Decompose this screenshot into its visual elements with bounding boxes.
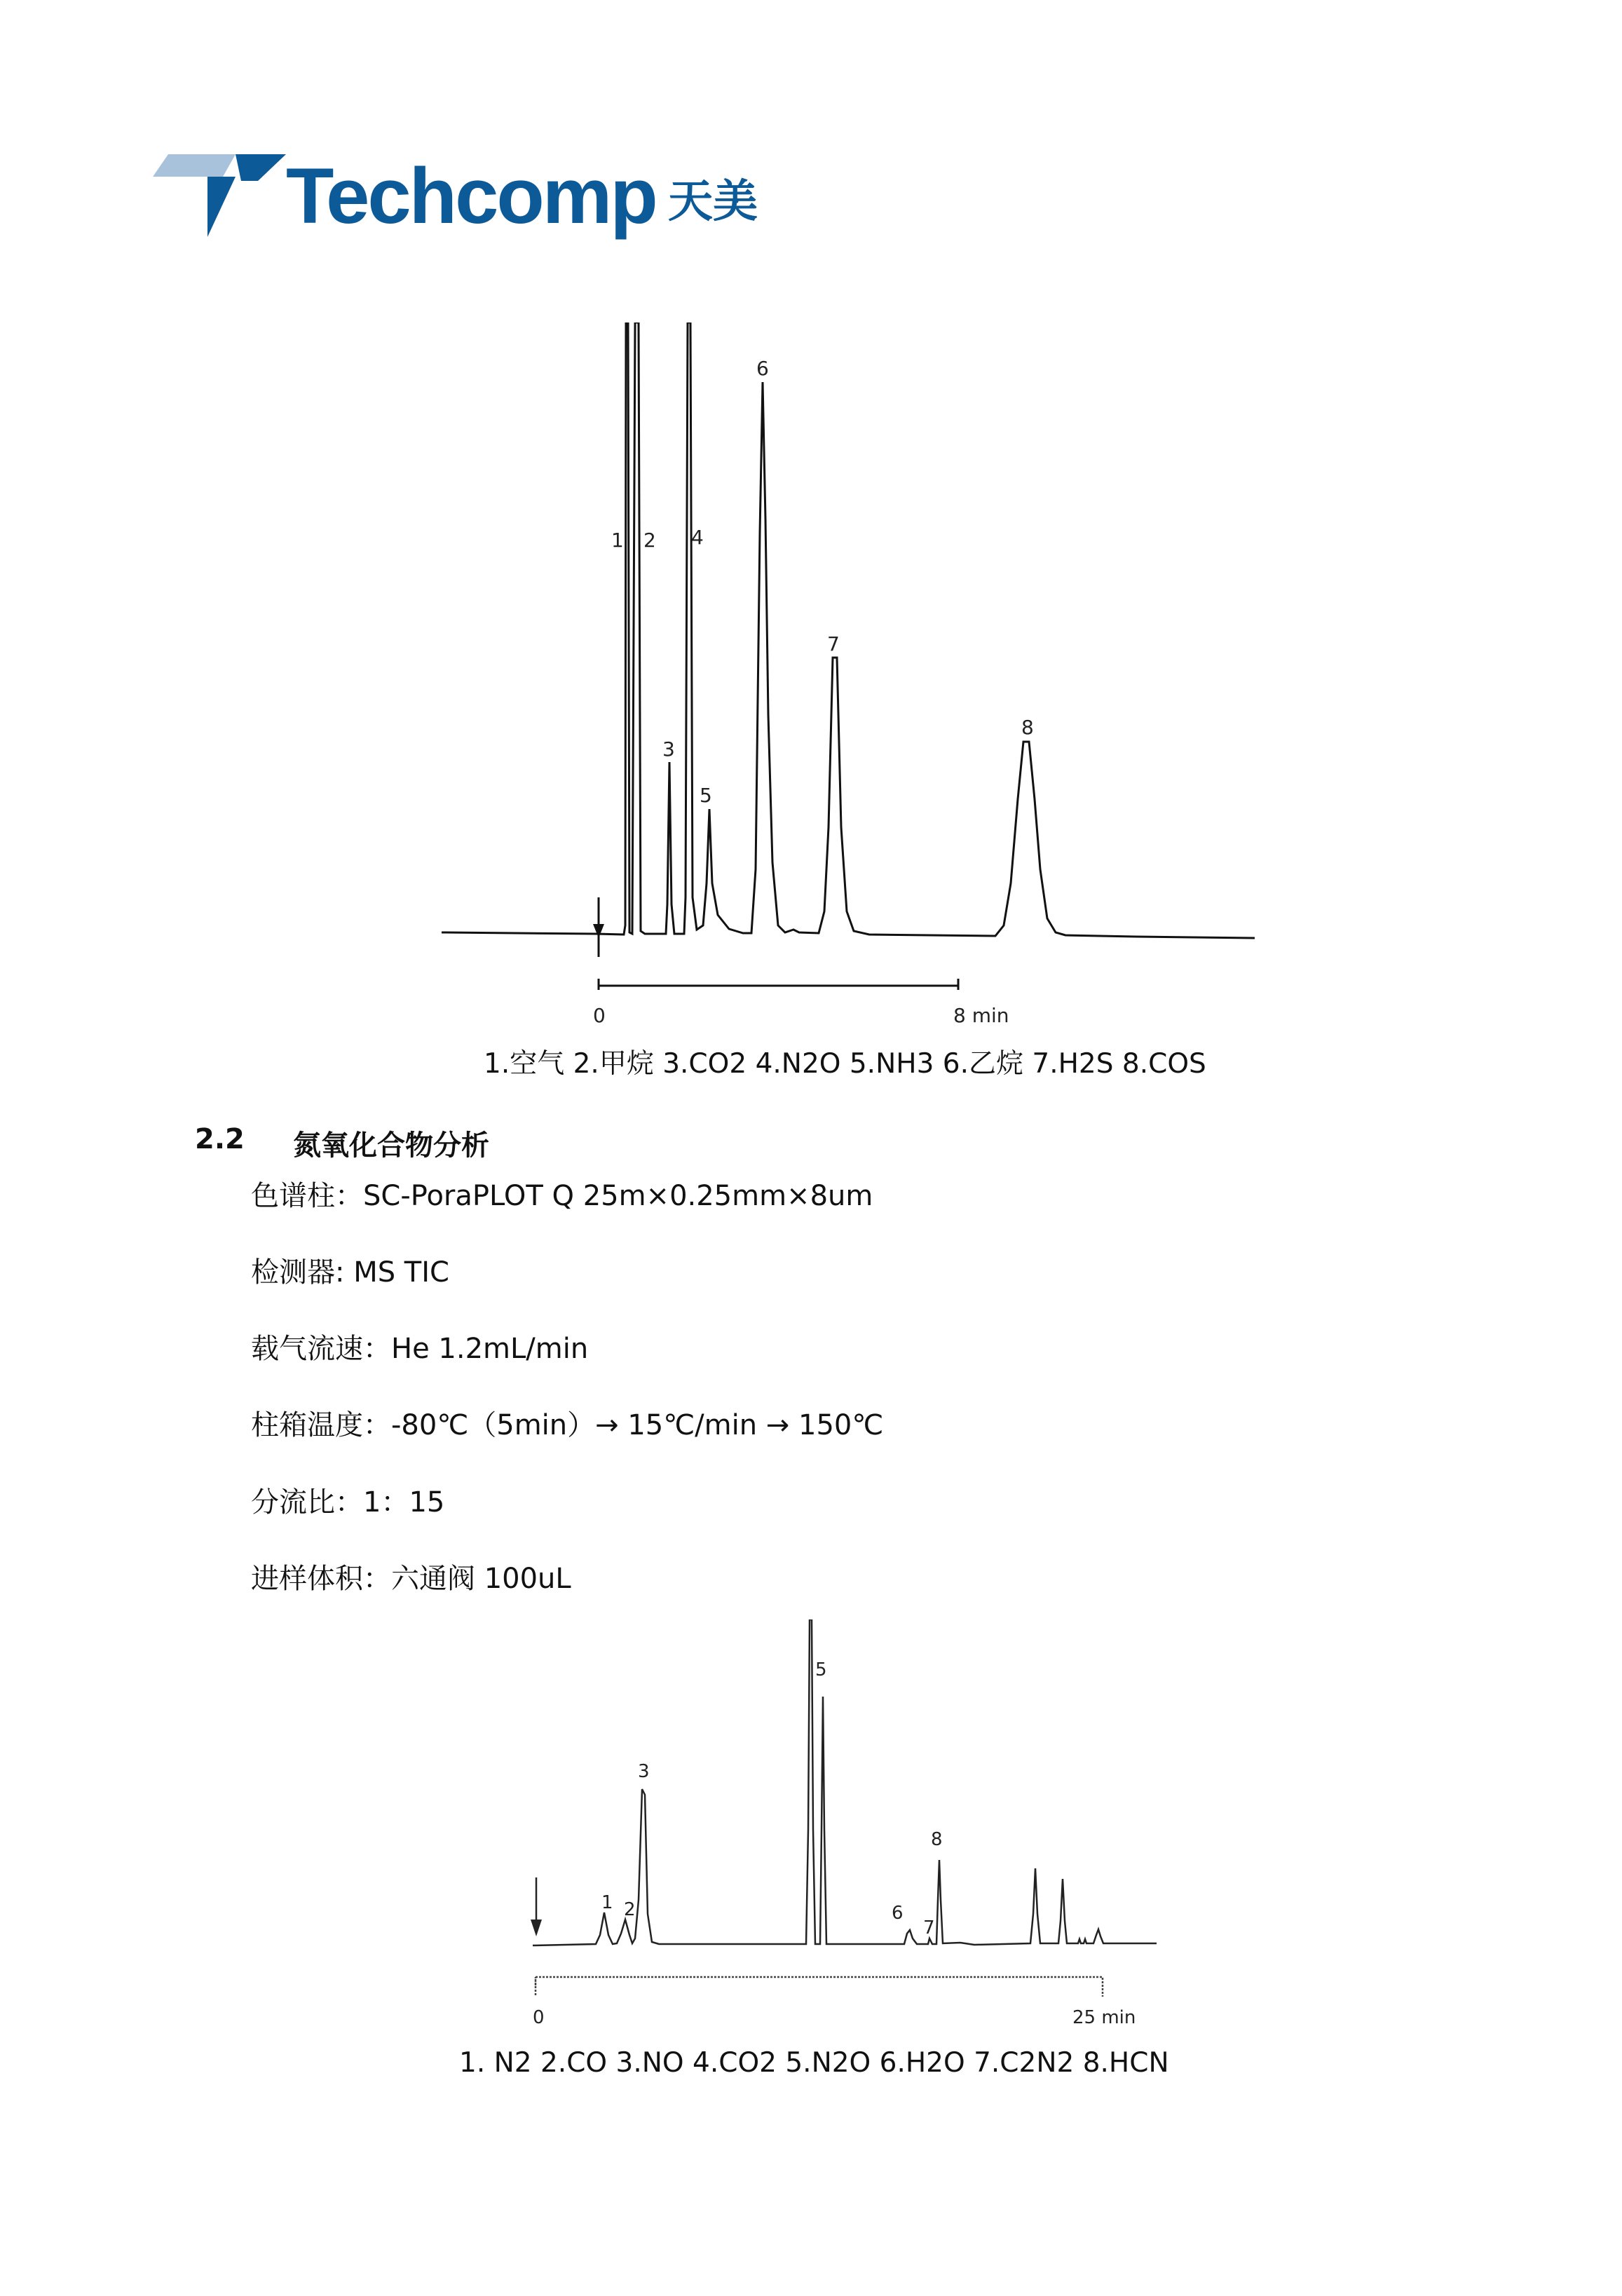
techcomp-logo (153, 147, 784, 245)
peak-label: 3 (662, 738, 675, 761)
chromatogram-2-trace (533, 1619, 1157, 1945)
figure-1-caption: 1.空气 2.甲烷 3.CO2 4.N2O 5.NH3 6.乙烷 7.H2S 8.COS (484, 1048, 1206, 1080)
figure-2-caption: 1. N2 2.CO 3.NO 4.CO2 5.N2O 6.H2O 7.C2N2 8.HCN (459, 2047, 1169, 2079)
logo-mark-icon (153, 147, 286, 245)
peak-label: 6 (756, 357, 769, 380)
peak-label: 2 (624, 1899, 636, 1920)
param-column: 色谱柱：SC-PoraPLOT Q 25m×0.25mm×8um (251, 1180, 873, 1212)
peak-label: 7 (827, 632, 840, 655)
param-injection-volume: 进样体积：六通阀 100uL (251, 1563, 571, 1595)
injection-arrow-head (531, 1920, 542, 1936)
time-axis-start-label: 0 (593, 1004, 606, 1027)
chromatogram-2 (512, 1619, 1171, 2054)
section-title: 氮氧化合物分析 (293, 1129, 489, 1162)
chromatogram-1-trace (442, 322, 1255, 938)
peak-label: 5 (700, 784, 712, 807)
peak-label: 8 (1021, 716, 1034, 739)
logo-brand-cn-text: 天美 (668, 176, 758, 228)
time-axis-end-label: 8 min (953, 1004, 1009, 1027)
peak-label: 2 (643, 529, 656, 552)
param-detector: 检测器: MS TIC (251, 1256, 449, 1289)
peak-label: 4 (691, 526, 704, 549)
peak-label: 7 (923, 1917, 935, 1938)
peak-label: 1 (611, 529, 624, 552)
peak-label: 1 (601, 1892, 613, 1913)
chromatogram-1 (435, 322, 1262, 1038)
logo-brand-text: Techcomp (286, 152, 656, 240)
time-axis-end-label: 25 min (1072, 2007, 1136, 2028)
peak-label: 6 (892, 1903, 904, 1924)
time-axis-start-label: 0 (533, 2007, 545, 2028)
peak-label: 3 (638, 1761, 650, 1782)
injection-arrow-head (593, 924, 604, 938)
peak-label: 8 (931, 1829, 943, 1850)
peak-label: 5 (815, 1659, 827, 1680)
param-carrier-flow: 载气流速：He 1.2mL/min (251, 1333, 589, 1365)
time-axis-line (536, 1977, 1103, 1997)
section-number: 2.2 (195, 1123, 245, 1155)
param-oven-temperature: 柱箱温度：-80℃（5min）→ 15℃/min → 150℃ (251, 1409, 884, 1441)
param-split-ratio: 分流比：1：15 (251, 1486, 445, 1519)
